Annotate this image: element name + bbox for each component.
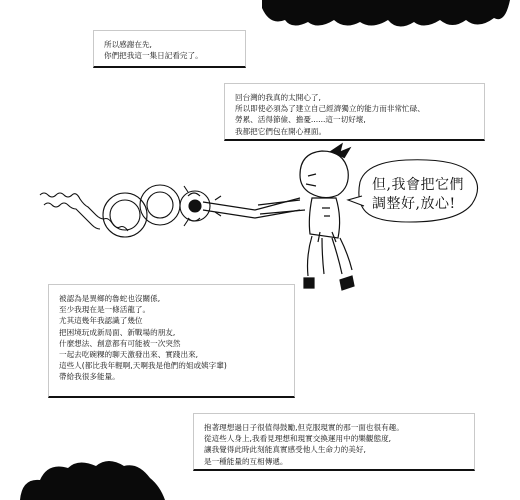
girl-hair [330,144,350,158]
caption-line: 至少我現在是一條活龍了。 [59,305,151,315]
girl-figure [258,144,354,290]
caption-line: 什麼想法、創意都有可能被一次突然 [59,338,181,348]
caption-line: 回台灣的我真的太開心了, [235,93,321,102]
girl-body [309,198,339,238]
caption-panel-4 [193,413,475,471]
caption-line: 把困境玩成新局面、新戰場的朋友, [59,327,176,337]
girl-legs [308,236,353,276]
caption-line: 抱著理想過日子很值得鼓勵,但克服現實的那一面也很有趣。 [204,423,404,432]
caption-line: 所以感謝在先, [104,40,152,49]
caption-line: 從這些人身上,我看見理想和現實交換運用中的樂觀態度, [204,434,392,444]
caption-line: 你們把我這一集日記看完了。 [104,51,203,61]
gear-middle [140,185,180,225]
caption-line: 帶給我很多能量。 [59,372,120,382]
speech-line: 但,我會把它們 [372,177,464,193]
caption-panel-3 [48,284,295,398]
caption-line: 勞累、活得節儉、擔憂......這一切好壞, [235,115,366,125]
speech-bubble-text [372,176,464,214]
caption-line: 這些人(都比我年輕啊,天啊我是他們的姐或姨字輩) [59,361,227,371]
caption-line: 被認為是異鄉的魯蛇也沒關係, [59,294,161,303]
caption-line: 一起去吃碗粿的聊天激發出來、實踐出來, [59,350,199,360]
caption-line: 讓我覺得此時此刻能真實感受他人生命力的美好, [204,445,366,455]
caption-line: 我都把它們包在開心裡面。 [235,126,327,136]
caption-line: 所以即使必須為了建立自己經濟獨立的能力而非常忙碌、 [235,104,425,114]
caption-line: 尤其這幾年我認識了幾位 [59,316,143,326]
speech-line: 調整好,放心! [372,196,456,212]
girl-head [300,151,348,198]
caption-line: 是一種能量的互相傳遞。 [204,456,288,466]
